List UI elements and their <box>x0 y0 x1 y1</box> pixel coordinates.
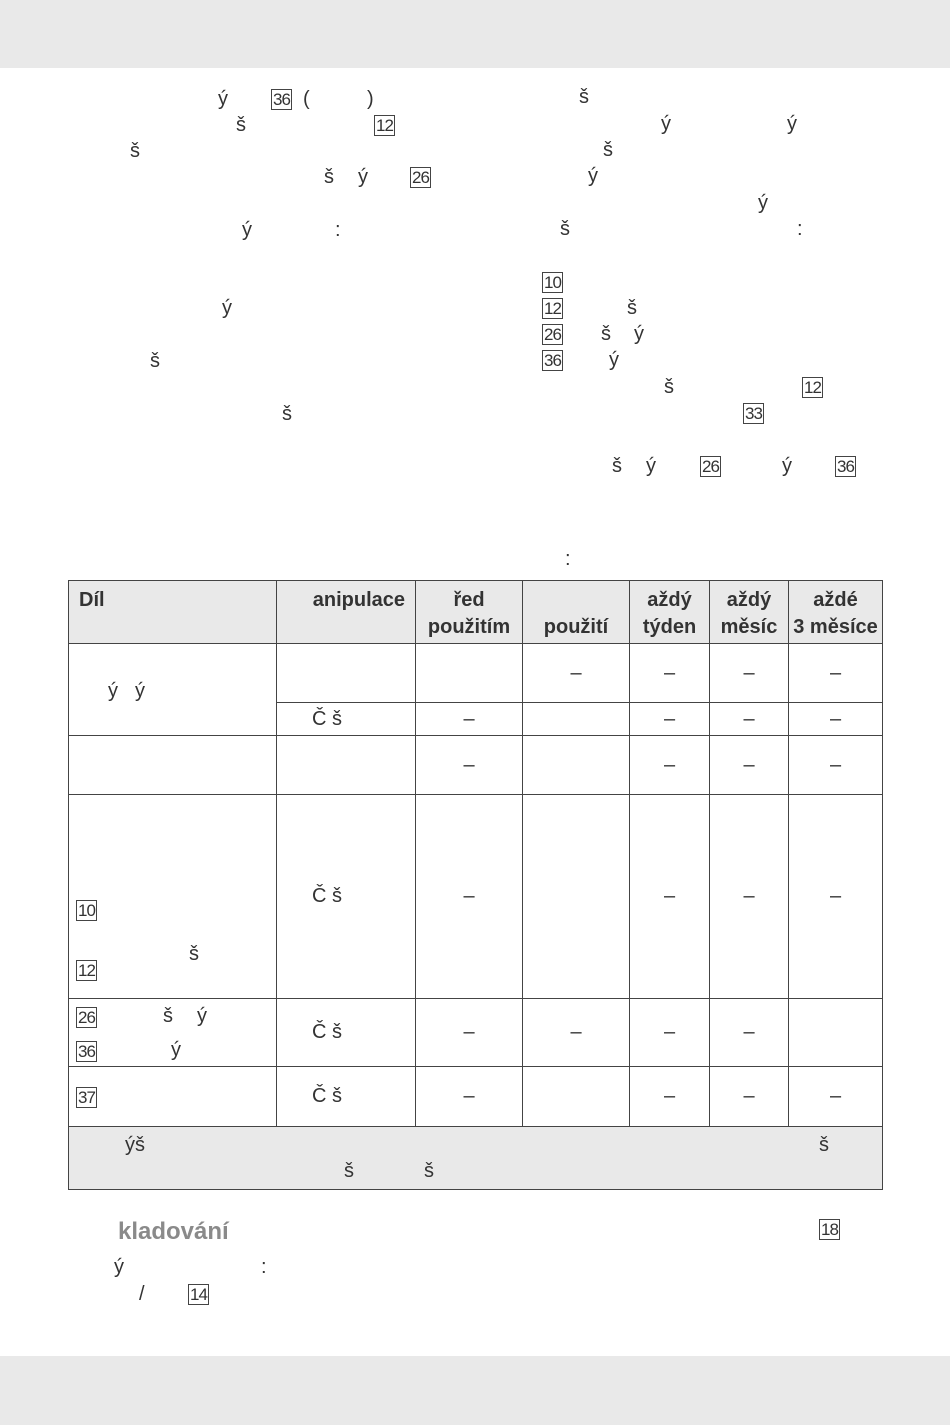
row1b-handling: Č š <box>277 703 416 736</box>
row3-quarterly: – <box>789 795 883 999</box>
right-text-10: ý <box>609 349 619 371</box>
right-text-5: ý <box>758 192 768 214</box>
ref-number-26: 26 <box>702 457 719 476</box>
ref-number-36: 36 <box>273 90 290 109</box>
left-text-4a: š <box>324 166 334 188</box>
row2-quarterly: – <box>789 736 883 795</box>
row3-weekly: – <box>630 795 710 999</box>
row1b-weekly: – <box>630 703 710 736</box>
storage-text-1a: ý <box>114 1256 124 1278</box>
row4-quarterly <box>789 999 883 1067</box>
row4-before: – <box>416 999 523 1067</box>
left-text-6: ý <box>222 297 232 319</box>
storage-heading: kladování <box>118 1218 229 1245</box>
left-text-3: š <box>130 140 140 162</box>
row1b-quarterly: – <box>789 703 883 736</box>
row4-part: 26 š ý 36 ý <box>69 999 277 1067</box>
row1-after: – <box>523 644 630 703</box>
row5-monthly: – <box>710 1067 789 1127</box>
ref-number-36: 36 <box>837 457 854 476</box>
row5-quarterly: – <box>789 1067 883 1127</box>
right-text-11: š <box>664 376 674 398</box>
left-text-8: š <box>282 403 292 425</box>
row2-monthly: – <box>710 736 789 795</box>
right-text-9a: š <box>601 323 611 345</box>
right-text-13a: š <box>612 455 622 477</box>
table-row <box>69 795 883 999</box>
row4-handling: Č š <box>277 999 416 1067</box>
right-text-1: š <box>579 86 589 108</box>
row2-before: – <box>416 736 523 795</box>
row1-weekly: – <box>630 644 710 703</box>
row2-handling <box>277 736 416 795</box>
row3-monthly: – <box>710 795 789 999</box>
right-text-8: š <box>627 297 637 319</box>
header-handling: anipulace <box>277 581 416 644</box>
row4-weekly: – <box>630 999 710 1067</box>
row2-after <box>523 736 630 795</box>
header-after-use: použití <box>523 581 630 644</box>
row1b-before: – <box>416 703 523 736</box>
row1-before <box>416 644 523 703</box>
ref-number-12: 12 <box>804 378 821 397</box>
row3-before: – <box>416 795 523 999</box>
header-before-use: řed použitím <box>416 581 523 644</box>
left-text-7: š <box>150 350 160 372</box>
right-text-2b: ý <box>787 113 797 135</box>
table-header-row <box>69 581 883 644</box>
row4-after: – <box>523 999 630 1067</box>
header-quarterly: aždé 3 měsíce <box>789 581 883 644</box>
row2-part <box>69 736 277 795</box>
ref-number-36: 36 <box>544 351 561 370</box>
row1-part: ý ý <box>69 644 277 736</box>
row1b-after <box>523 703 630 736</box>
left-text-1b: ( <box>303 88 310 110</box>
row3-part: 10 š 12 <box>69 795 277 999</box>
storage-text-1b: : <box>261 1256 267 1278</box>
table-row <box>69 999 883 1067</box>
ref-number-33: 33 <box>745 404 762 423</box>
table-caption: : <box>565 548 571 570</box>
row3-handling: Č š <box>277 795 416 999</box>
right-text-13b: ý <box>646 455 656 477</box>
row3-after <box>523 795 630 999</box>
ref-number-14: 14 <box>190 1285 207 1304</box>
left-text-2: š <box>236 114 246 136</box>
left-text-5a: ý <box>242 219 252 241</box>
header-weekly: aždý týden <box>630 581 710 644</box>
row5-part: 37 <box>69 1067 277 1127</box>
ref-number-12: 12 <box>376 116 393 135</box>
right-text-3: š <box>603 139 613 161</box>
left-text-4b: ý <box>358 166 368 188</box>
storage-text-2: / <box>139 1283 145 1305</box>
row5-handling: Č š <box>277 1067 416 1127</box>
row5-weekly: – <box>630 1067 710 1127</box>
header-monthly: aždý měsíc <box>710 581 789 644</box>
ref-number-18: 18 <box>821 1220 838 1239</box>
right-text-13c: ý <box>782 455 792 477</box>
top-band <box>0 0 950 68</box>
right-text-4: ý <box>588 165 598 187</box>
table-footer-note: ýš š š š <box>69 1127 883 1190</box>
left-text-1c: ) <box>367 88 374 110</box>
row5-after <box>523 1067 630 1127</box>
bottom-band <box>0 1356 950 1425</box>
ref-number-26: 26 <box>544 325 561 344</box>
ref-number-10: 10 <box>544 273 561 292</box>
maintenance-table <box>68 580 883 1190</box>
row1-quarterly: – <box>789 644 883 703</box>
right-text-6b: : <box>797 218 803 240</box>
row1-monthly: – <box>710 644 789 703</box>
row5-before: – <box>416 1067 523 1127</box>
table-row <box>69 1067 883 1127</box>
table-row <box>69 644 883 703</box>
row2-weekly: – <box>630 736 710 795</box>
left-text-1a: ý <box>218 88 228 110</box>
table-footer-row <box>69 1127 883 1190</box>
header-part: Díl <box>69 581 277 644</box>
ref-number-12: 12 <box>544 299 561 318</box>
row1b-monthly: – <box>710 703 789 736</box>
row1-handling <box>277 644 416 703</box>
left-text-5b: : <box>335 219 341 241</box>
right-text-2a: ý <box>661 113 671 135</box>
right-text-9b: ý <box>634 323 644 345</box>
right-text-6a: š <box>560 218 570 240</box>
table-row <box>69 736 883 795</box>
ref-number-26: 26 <box>412 168 429 187</box>
row4-monthly: – <box>710 999 789 1067</box>
